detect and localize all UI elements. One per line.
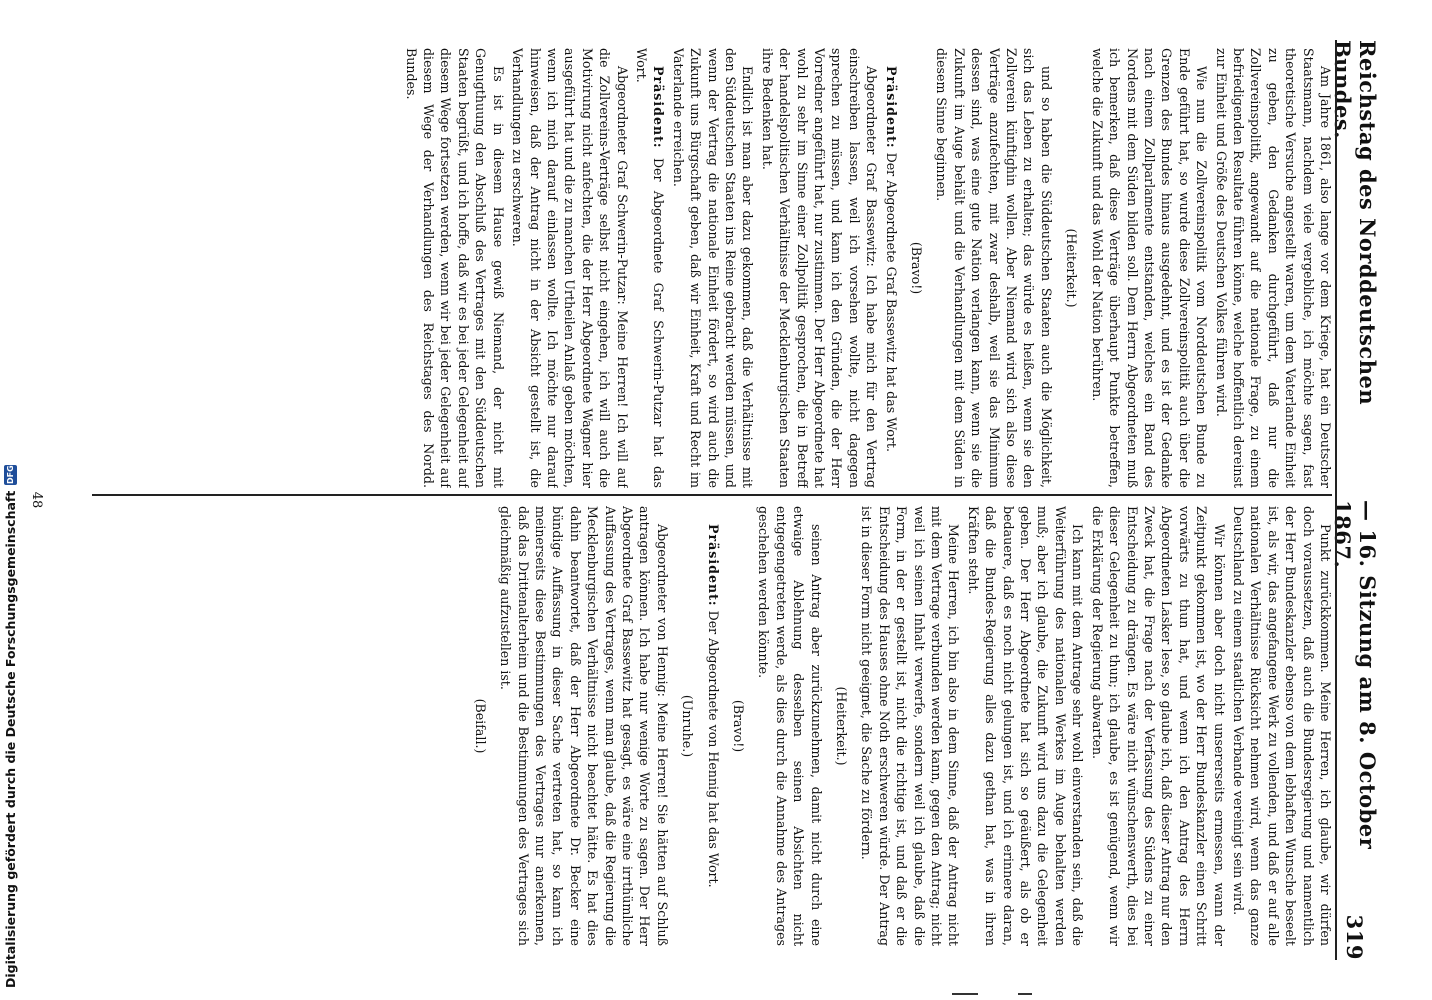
speaker-name: Präsident: bbox=[651, 66, 667, 149]
stage-direction: (Heiterkeit.) bbox=[834, 686, 850, 766]
speaker-text: Der Abgeordnete Graf Bassewitz hat das Wort. bbox=[883, 148, 899, 452]
speaker-paragraph bbox=[882, 48, 899, 488]
body-paragraph: Punkt zurückkommen. Meine Herren, ich glaube, wir dürfen doch voraussetzen, daß auch die Bundesregierung und namentlich der Herr Bundeskanzler ebenso von dem lebhaften Wunsche beseelt ist, als wir, das angefangene Werk zu vollenden, und daß er auf alle nationalen Verhältnisse Rücksicht nehmen wird, wenn das ganze Deutschland zu einem staatlichen Verbande vereinigt sein wird. bbox=[1230, 506, 1333, 946]
speaker-name: Präsident: bbox=[705, 524, 721, 607]
header-title: Reichstag des Norddeutschen Bundes. bbox=[1330, 40, 1380, 406]
body-paragraph: Abgeordneter Graf Bassewitz: Ich habe mich für den Vertrag einschreiben lassen, weil ich vorsehen wollte, nicht dagegen sprechen zu müssen, und kann ich den Gründen, die der Herr Vorredner angeführt hat, nur zustimmen. Der Herr Abgeordnete hat wohl zu sehr im Sinne einer Zollpolitik gesprochen, die in Betreff der handelspolitischen Verhältnisse der Mecklenburgischen Staaten ihre Bedenken hat. bbox=[759, 48, 880, 488]
credit-sidebar bbox=[0, 0, 22, 1000]
credit-line bbox=[3, 0, 18, 988]
speaker-text: Der Abgeordnete Graf Schwerin-Putzar hat das Wort. bbox=[633, 48, 667, 488]
speaker-text: Der Abgeordnete von Hennig hat das Wort. bbox=[705, 606, 721, 888]
dfg-logo: DFG bbox=[6, 465, 15, 484]
body-paragraph: Wir können aber doch nicht unsererseits ermessen, wann der Zeitpunkt gekommen ist, wo der Herr Bundeskanzler einen Schritt vorwärts zu thun hat, und wenn ich den Antrag des Herrn Abgeordneten Lasker lese, so glaube ich, daß dieser Antrag nur den Zweck hat, die Frage nach der Verfassung des Südens zu einer Entscheidung zu drängen. Es wäre nicht wünschenswerth, dies bei dieser Gelegenheit zu thun; ich glaube, es ist genügend, wenn wir die Erklärung der Regierung abwarten. bbox=[1089, 506, 1227, 946]
scan-mark bbox=[1018, 993, 1032, 995]
body-paragraph: Wie nun die Zollvereinspolitik vom Norddeutschen Bunde zu Ende geführt hat, so wurde diese Zollvereinspolitik auch über die Grenzen des Bundes hinaus ausgedehnt, und es ist der Gedanke nach einem Zollparlamente entstanden, welches ein Band des Nordens mit dem Süden bilden soll. Dem Herrn Abgeordneten muß ich bemerken, daß diese Verträge überhaupt Punkte betreffen, welche die Zukunft und das Wohl der Nation berühren. bbox=[1089, 48, 1210, 488]
speaker-paragraph bbox=[704, 506, 721, 946]
stage-direction: (Bravo!) bbox=[731, 699, 746, 753]
speaker-paragraph bbox=[633, 48, 668, 488]
body-paragraph: Meine Herren, ich bin also in dem Sinne, daß der Antrag nicht mit dem Vertrage verbunden werden kann, gegen den Antrag; nicht weil ich seinen Inhalt verwerfe, sondern weil ich glaube, daß die Form, in der er gestellt ist, nicht die richtige ist, und daß er die Entscheidung des Hauses ohne Noth erschweren würde. Der Antrag ist in dieser Form nicht geeignet, die Sache zu fördern. bbox=[859, 506, 962, 946]
body-paragraph: Abgeordneter von Hennig: Meine Herren! Sie hätten auf Schluß antragen können. Ich habe nur wenige Worte zu sagen. Der Herr Abgeordnete Graf Bassewitz hat gesagt, es wäre eine irrthümliche Auffassung des Vertrages, wenn man glaube, daß die Regierung die Mecklenburgischen Verhältnisse nicht beachtet hätte. Es hat dies dahin beantwortet, daß der Herr Abgeordnete Dr. Becker eine bündige Auffassung in dieser Sache vertreten hat, so kann ich meinerseits diese Bestimmungen des Vertrages nur anerkennen, daß das Drittenalterheim und die Bestimmungen des Vertrages sich gleichmäßig aufzustellen ist. bbox=[498, 506, 670, 946]
header-session: — 16. Sitzung am 8. October 1867. bbox=[1330, 500, 1380, 850]
stage-direction: (Beifall.) bbox=[472, 698, 488, 754]
stage-direction: (Heiterkeit.) bbox=[1064, 228, 1080, 308]
body-paragraph: und so haben die Süddeutschen Staaten auch die Möglichkeit, sich das Leben zu erhalten; das würde es heißen, wenn sie den Zollverein künftighin wollen. Aber Niemand wird sich also diese Verträge anzufechten, mit zwar deshalb, weil sie das Minimum dessen sind, was eine gute Nation verlangen kann, wenn sie die Zukunft im Auge behält und die Verhandlungen mit dem Süden in diesem Sinne beginnen. bbox=[934, 48, 1054, 488]
left-column bbox=[94, 48, 1334, 488]
body-paragraph: seinen Antrag aber zurückzunehmen, damit nicht durch eine etwaige Ablehnung desselben seinen Absichten nicht entgegengetreten werde, als dies durch die Annahme des Antrages geschehen werden könnte. bbox=[756, 506, 824, 946]
page-mark: 48 bbox=[29, 491, 44, 509]
column-divider bbox=[92, 494, 1332, 496]
header-rule bbox=[1335, 40, 1337, 960]
body-paragraph: Endlich ist man aber dazu gekommen, daß die Verhältnisse mit den Süddeutschen Staaten ins Reine gebracht werden müssen, und wenn der Vertrag die nationale Einheit fördert, so wird auch die Zukunft uns Bürgschaft geben, daß wir Einheit, Kraft und Recht im Vaterlande erreichen. bbox=[670, 48, 756, 488]
stage-direction: (Unruhe.) bbox=[680, 694, 696, 758]
stage-direction: (Bravo!) bbox=[909, 241, 925, 295]
body-paragraph: Ich kann mit dem Antrage sehr wohl einverstanden sein, daß die Weiterführung des nationalen Werkes im Auge behalten werden muß; aber ich glaube, die Zukunft wird uns dazu die Gelegenheit geben. Der Herr Abgeordnete hat sich so geäußert, als ob er bedauere, daß es noch nicht gelungen ist, und ich erinnere daran, daß die Bundes-Regierung alles dazu gethan hat, was in ihren Kräften steht. bbox=[965, 506, 1086, 946]
page-number: 319 bbox=[1342, 914, 1368, 960]
scan-mark bbox=[952, 993, 978, 995]
body-paragraph: Es ist in diesem Hause gewiß Niemand, der nicht mit Genugthuung den Abschluß des Vertrages mit den Süddeutschen Staaten begrüßt, und ich hoffe, daß wir es bei jeder Gelegenheit auf diesem Wege fortsetzen werden, wenn wir bei jeder Gelegenheit auf diesem Wege der Verhandlungen des Reichstages des Nordd. Bundes. bbox=[403, 48, 506, 488]
body-paragraph: Abgeordneter Graf Schwerin-Putzar: Meine Herren! Ich will auf die Zollvereins-Verträge selbst nicht eingehen, ich will auch die Motivirung nicht anfechten, die der Herr Abgeordnete Wagner hier ausgeführt hat und die zu manchen Urtheilen Anlaß geben möchten, wenn ich mich darauf einlassen wollte. Ich möchte nur darauf hinweisen, daß der Antrag nicht in der Absicht gestellt ist, die Verhandlungen zu erschweren. bbox=[510, 48, 630, 488]
right-column bbox=[94, 506, 1334, 946]
credit-text: Digitalisierung gefördert durch die Deutsche Forschungsgemeinschaft bbox=[3, 490, 18, 988]
body-paragraph: Am Jahre 1861, also lange vor dem Kriege, hat ein Deutscher Staatsmann, nachdem viele vergebliche, ich möchte sagen, fast theoretische Versuche angestellt waren, um dem Vaterlande Einheit zu geben, den Gedanken durchgeführt, daß nur die Zollvereinspolitik, angewandt auf die nationale Frage, zu einem befriedigenden Resultate führen könne, welche hoffentlich dereinst zur Einheit und Größe des Deutschen Volkes führen wird. bbox=[1213, 48, 1333, 488]
speaker-name: Präsident: bbox=[883, 66, 899, 149]
page-header bbox=[1330, 40, 1380, 960]
